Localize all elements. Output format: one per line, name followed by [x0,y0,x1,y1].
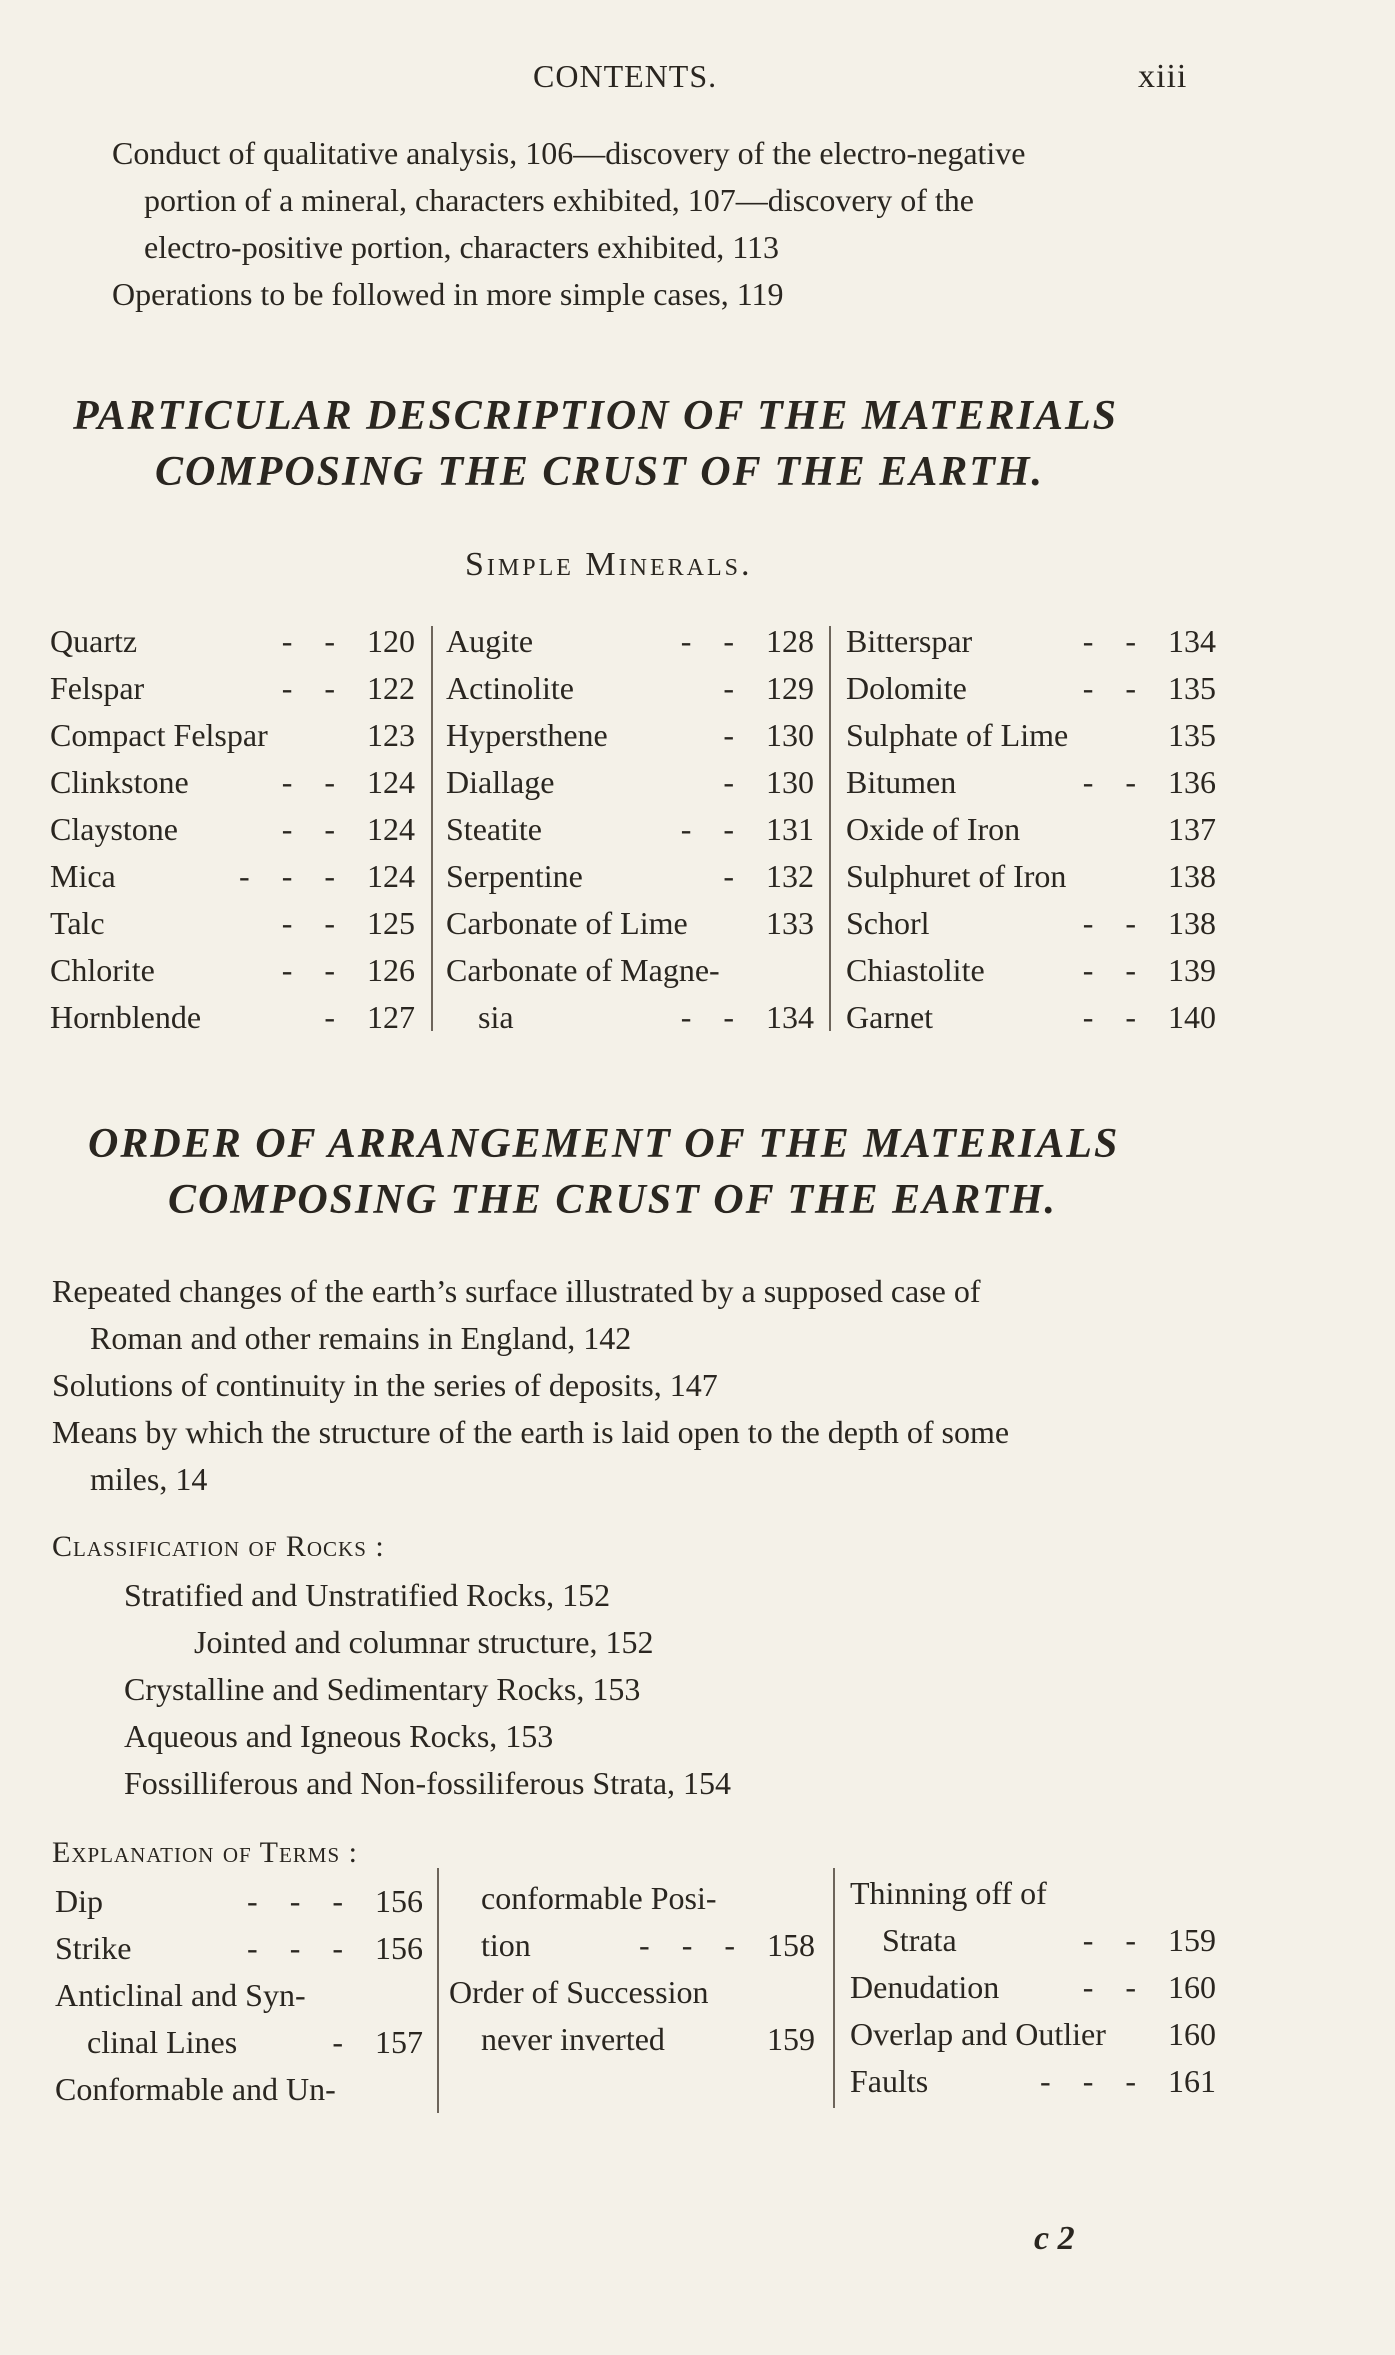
entry-page-number: 159 [767,2021,815,2057]
entry-name: sia [478,999,514,1035]
index-entry [50,712,415,759]
entry-page-number: 156 [375,1930,423,1966]
heading-line: COMPOSING THE CRUST OF THE EARTH. [168,1177,1058,1223]
entry-name: Sulphate of Lime [846,717,1069,753]
entry-page-number: 160 [1168,1969,1216,2005]
entry-page-number: 130 [766,717,814,753]
index-entry [50,618,415,665]
entry-name: Steatite [446,811,542,847]
entry-name: Diallage [446,764,555,800]
index-entry [50,759,415,806]
entry-page-number: 124 [367,811,415,847]
entry-name: Bitterspar [846,623,973,659]
leader-dashes: - - [281,623,335,659]
entry-name: never inverted [481,2021,665,2057]
index-entry [446,759,814,806]
index-entry [446,618,814,665]
leader-dashes: - - [281,952,335,988]
index-entry [55,1878,423,1925]
list-item: Aqueous and Igneous Rocks, 153 [124,1718,554,1754]
running-head-title: CONTENTS. [533,58,718,94]
leader-dashes: - - - [247,1883,343,1919]
entry-name: Denudation [850,1969,1000,2005]
entry-name: Oxide of Iron [846,811,1021,847]
entry-page-number: 157 [375,2024,423,2060]
leader-dashes: - - [281,670,335,706]
terms-column-1 [55,1878,423,2113]
index-entry [50,853,415,900]
index-entry [446,853,814,900]
text-line: electro-positive portion, characters exhibited, 113 [144,229,780,265]
leader-dashes: - - [1082,764,1136,800]
entry-page-number: 122 [367,670,415,706]
entry-page-number: 140 [1168,999,1216,1035]
leader-dashes: - - - [239,858,335,894]
leader-dashes: - - [1082,1922,1136,1958]
entry-name: Felspar [50,670,145,706]
column-divider [829,626,831,1031]
leader-dashes: - [723,717,734,753]
text-line: Repeated changes of the earth’s surface illustrated by a supposed case of [52,1273,981,1309]
entry-page-number: 129 [766,670,814,706]
index-entry [55,1925,423,1972]
simple-minerals-title: Simple Minerals. [465,546,753,583]
index-entry [850,1964,1216,2011]
entry-name: Order of Succession [449,1974,709,2010]
leader-dashes: - - [680,811,734,847]
entry-name: conformable Posi- [481,1880,717,1916]
index-entry [55,1972,423,2019]
entry-name: Thinning off of [850,1875,1047,1911]
entry-name: Actinolite [446,670,574,706]
leader-dashes: - - [281,905,335,941]
entry-name: Serpentine [446,858,583,894]
entry-name: tion [481,1927,531,1963]
entry-name: Dolomite [846,670,967,706]
index-entry [846,618,1216,665]
text-line: Conduct of qualitative analysis, 106—discovery of the electro-negative [112,135,1026,171]
text-line: Means by which the structure of the earth is laid open to the depth of some [52,1414,1010,1450]
index-entry [449,1922,815,1969]
column-divider [437,1868,439,2113]
list-item: Fossilliferous and Non-fossiliferous Strata, 154 [124,1765,732,1801]
index-entry [449,1969,815,2016]
entry-name: Carbonate of Magne- [446,952,720,988]
entry-page-number: 136 [1168,764,1216,800]
entry-page-number: 138 [1168,905,1216,941]
entry-page-number: 135 [1168,670,1216,706]
text-line: Operations to be followed in more simple cases, 119 [112,276,784,312]
entry-page-number: 130 [766,764,814,800]
leader-dashes: - - [680,623,734,659]
leader-dashes: - - [1082,952,1136,988]
entry-page-number: 126 [367,952,415,988]
leader-dashes: - [723,858,734,894]
entry-name: Hornblende [50,999,202,1035]
index-entry [846,665,1216,712]
explanation-title: Explanation of Terms : [52,1836,358,1869]
index-entry [850,2058,1216,2105]
entry-name: Chiastolite [846,952,985,988]
entry-name: Dip [55,1883,103,1919]
index-entry [850,1917,1216,1964]
leader-dashes: - - [1082,905,1136,941]
classification-list [124,1572,731,1807]
entry-name: Conformable and Un- [55,2071,336,2107]
section-heading-particular-description [0,388,1395,500]
entry-page-number: 134 [1168,623,1216,659]
entry-name: Garnet [846,999,934,1035]
leader-dashes: - - [281,764,335,800]
leader-dashes: - [324,999,335,1035]
entry-page-number: 135 [1168,717,1216,753]
index-entry [846,853,1216,900]
index-entry [449,2016,815,2063]
minerals-column-2 [446,618,814,1041]
index-entry [50,665,415,712]
leader-dashes: - - - [1040,2063,1136,2099]
leader-dashes: - - [1082,1969,1136,2005]
text-line: miles, 14 [90,1461,208,1497]
entry-page-number: 137 [1168,811,1216,847]
index-entry [846,994,1216,1041]
entry-page-number: 125 [367,905,415,941]
leader-dashes: - - [680,999,734,1035]
entry-page-number: 127 [367,999,415,1035]
leader-dashes: - - - [639,1927,735,1963]
list-item: Jointed and columnar structure, 152 [194,1624,654,1660]
minerals-column-1 [50,618,415,1041]
leader-dashes: - - [281,811,335,847]
column-divider [431,626,433,1031]
list-item: Crystalline and Sedimentary Rocks, 153 [124,1671,641,1707]
leader-dashes: - [723,764,734,800]
index-entry [850,1870,1216,1917]
leader-dashes: - [332,2024,343,2060]
entry-page-number: 161 [1168,2063,1216,2099]
heading-line: COMPOSING THE CRUST OF THE EARTH. [155,449,1045,495]
entry-name: Mica [50,858,116,894]
heading-line: PARTICULAR DESCRIPTION OF THE MATERIALS [73,393,1119,439]
entry-name: Claystone [50,811,178,847]
entry-page-number: 124 [367,764,415,800]
index-entry [846,947,1216,994]
entry-page-number: 134 [766,999,814,1035]
entry-page-number: 138 [1168,858,1216,894]
leader-dashes: - - - [247,1930,343,1966]
entry-name: Strata [882,1922,957,1958]
index-entry [446,947,814,994]
entry-name: Carbonate of Lime [446,905,688,941]
entry-page-number: 133 [766,905,814,941]
entry-name: Anticlinal and Syn- [55,1977,306,2013]
entry-name: clinal Lines [87,2024,238,2060]
leader-dashes: - - [1082,623,1136,659]
terms-column-3 [850,1870,1216,2105]
leader-dashes: - - [1082,670,1136,706]
entry-page-number: 160 [1168,2016,1216,2052]
entry-name: Hypersthene [446,717,608,753]
terms-column-2 [449,1875,815,2063]
entry-name: Schorl [846,905,930,941]
entry-name: Sulphuret of Iron [846,858,1067,894]
index-entry [446,900,814,947]
entry-name: Faults [850,2063,929,2099]
leader-dashes: - - [1082,999,1136,1035]
index-entry [50,900,415,947]
text-line: portion of a mineral, characters exhibited, 107—discovery of the [144,182,974,218]
entry-page-number: 139 [1168,952,1216,988]
text-line: Roman and other remains in England, 142 [90,1320,632,1356]
entry-page-number: 158 [767,1927,815,1963]
index-entry [846,759,1216,806]
entry-page-number: 159 [1168,1922,1216,1958]
entry-name: Talc [50,905,105,941]
minerals-column-3 [846,618,1216,1041]
index-entry [55,2019,423,2066]
entry-name: Compact Felspar [50,717,268,753]
index-entry [846,900,1216,947]
entry-name: Clinkstone [50,764,189,800]
index-entry [846,712,1216,759]
running-head [0,58,1395,98]
index-entry [446,806,814,853]
index-entry [850,2011,1216,2058]
entry-name: Overlap and Outlier [850,2016,1106,2052]
entry-page-number: 131 [766,811,814,847]
heading-line: ORDER OF ARRANGEMENT OF THE MATERIALS [88,1121,1120,1167]
list-item: Stratified and Unstratified Rocks, 152 [124,1577,611,1613]
column-divider [833,1868,835,2108]
signature-mark: c 2 [1034,2220,1075,2257]
entry-name: Chlorite [50,952,155,988]
index-entry [449,1875,815,1922]
entry-name: Quartz [50,623,138,659]
entry-name: Bitumen [846,764,957,800]
index-entry [50,947,415,994]
classification-title: Classification of Rocks : [52,1530,385,1563]
entry-page-number: 132 [766,858,814,894]
page-number: xiii [1138,58,1188,95]
order-paragraph [52,1268,1009,1503]
entry-page-number: 124 [367,858,415,894]
entry-name: Strike [55,1930,132,1966]
section-heading-order-of-arrangement [0,1116,1395,1228]
index-entry [446,712,814,759]
entry-page-number: 128 [766,623,814,659]
entry-page-number: 123 [367,717,415,753]
index-entry [446,994,814,1041]
index-entry [846,806,1216,853]
index-entry [50,994,415,1041]
intro-paragraph [112,130,1026,318]
index-entry [55,2066,423,2113]
index-entry [50,806,415,853]
index-entry [446,665,814,712]
entry-page-number: 156 [375,1883,423,1919]
entry-page-number: 120 [367,623,415,659]
entry-name: Augite [446,623,534,659]
leader-dashes: - [723,670,734,706]
text-line: Solutions of continuity in the series of deposits, 147 [52,1367,718,1403]
